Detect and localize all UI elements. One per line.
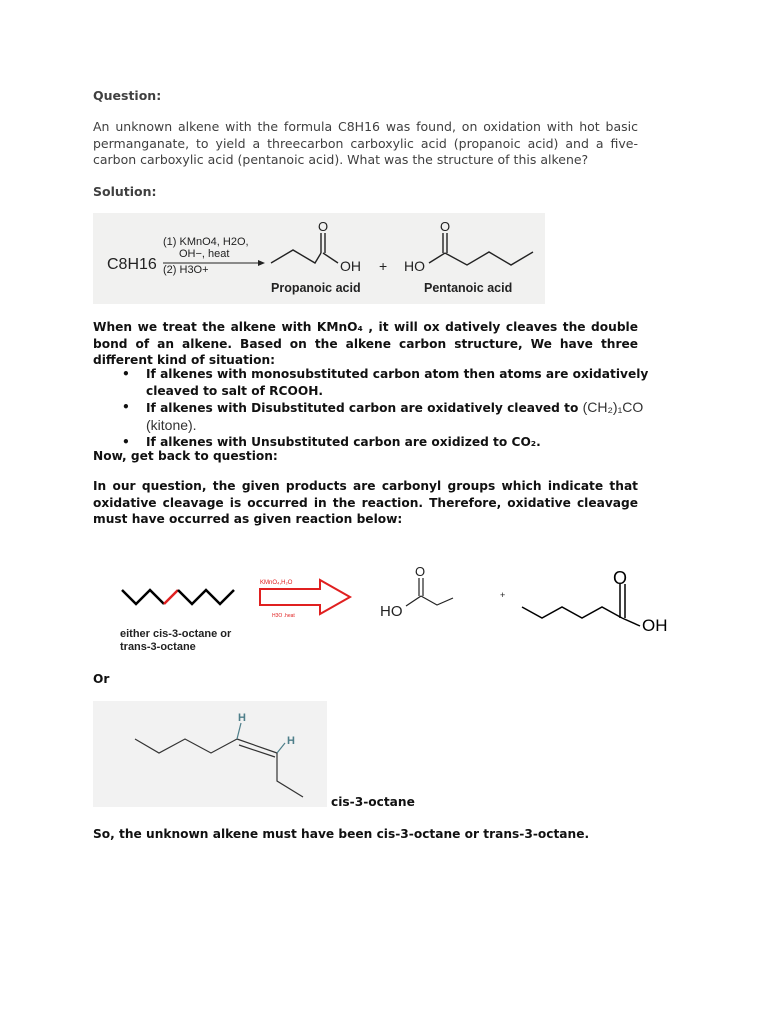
question-text: An unknown alkene with the formula C8H16 was found, on oxidation with hot basic permanganate, to yield a threecarbon carboxylic acid (propanoic acid) and a five-carbon carboxylic acid (pentanoic acid). What was the structure of this alkene? bbox=[93, 119, 638, 167]
bullet-icon: • bbox=[122, 435, 130, 449]
pentanoic-ho-label: HO bbox=[404, 258, 425, 274]
pentanoic-ho-bond bbox=[429, 253, 445, 263]
pentanoic-name: Pentanoic acid bbox=[424, 281, 513, 295]
bullet-icon: • bbox=[122, 367, 130, 381]
h-label-2: H bbox=[287, 735, 295, 747]
reagent-line-2: (2) H3O+ bbox=[163, 264, 209, 276]
h-label-1: H bbox=[238, 712, 246, 724]
list-item: • If alkenes with Disubstituted carbon are oxidatively cleaved to (CH₂)₁CO (kitone). bbox=[122, 399, 644, 433]
alkene-right-chain bbox=[178, 590, 234, 604]
explanation-intro: When we treat the alkene with KMnO₄ , it will ox datively cleaves the double bond of an alkene. Based on the alkene carbon structure, We have three different kind of situation: bbox=[93, 320, 638, 367]
cis-structure-svg bbox=[93, 701, 327, 807]
propanoic-oxygen: O bbox=[318, 219, 329, 234]
right-product-chain bbox=[522, 607, 622, 618]
alkene-double-bond bbox=[164, 590, 178, 604]
alkene-left-chain bbox=[122, 590, 164, 604]
list-item: • If alkenes with Unsubstituted carbon are oxidized to CO₂. bbox=[122, 435, 541, 449]
right-product-oh-bond bbox=[622, 618, 640, 626]
cis-structure-figure bbox=[93, 701, 327, 807]
conclusion-text: So, the unknown alkene must have been cis-3-octane or trans-3-octane. bbox=[93, 827, 590, 841]
kitone-formula: (CH₂)₁CO (kitone). bbox=[146, 399, 644, 433]
propanoic-oh-bond bbox=[323, 253, 338, 263]
list-item: • If alkenes with monosubstituted carbon atom then atoms are oxidatively cleaved to salt of RCOOH. bbox=[122, 367, 649, 398]
scheme-plus: + bbox=[379, 258, 388, 274]
pentanoic-oxygen: O bbox=[440, 219, 451, 234]
cleavage-reaction-svg bbox=[110, 560, 690, 660]
left-product-oxygen: O bbox=[415, 564, 426, 579]
or-label: Or bbox=[93, 672, 110, 686]
back-text: In our question, the given products are carbonyl groups which indicate that oxidative cleavage is occurred in the reaction. Therefore, oxidative cleavage must have occurred as given reaction below: bbox=[93, 479, 638, 526]
chain-right bbox=[277, 753, 303, 797]
left-product-ho: HO bbox=[380, 603, 403, 620]
pentanoic-skeleton bbox=[445, 252, 533, 265]
question-heading: Question: bbox=[93, 88, 162, 103]
situation-list bbox=[122, 366, 682, 451]
reactant-label: C8H16 bbox=[107, 256, 157, 273]
caption-line-2: trans-3-octane bbox=[120, 641, 196, 653]
h-bond-2 bbox=[277, 743, 285, 753]
h-bond-1 bbox=[237, 723, 241, 739]
propanoic-skeleton bbox=[271, 250, 321, 263]
left-product-chain bbox=[421, 596, 453, 605]
reagent-line-1: (1) KMnO4, H2O, bbox=[163, 236, 249, 248]
left-product-ho-bond bbox=[406, 596, 421, 606]
cis-caption: cis-3-octane bbox=[331, 795, 415, 809]
propanoic-name: Propanoic acid bbox=[271, 281, 361, 295]
right-product-oh: OH bbox=[642, 616, 668, 635]
reagent-line-1b: OH−, heat bbox=[179, 248, 230, 260]
caption-line-1: either cis-3-octane or bbox=[120, 628, 232, 640]
reaction-arrow-head bbox=[258, 260, 265, 266]
reaction-scheme-svg bbox=[93, 213, 545, 304]
arrow-top-label: KMnO₄,H₂O bbox=[260, 580, 293, 586]
right-product-oxygen: O bbox=[613, 568, 628, 588]
propanoic-oh-label: OH bbox=[340, 258, 361, 274]
bullet-icon: • bbox=[122, 400, 130, 414]
arrow-bottom-label: H3O .heat bbox=[272, 613, 295, 619]
back-heading: Now, get back to question: bbox=[93, 449, 278, 463]
reaction-scheme-figure bbox=[93, 213, 545, 304]
chain-left bbox=[135, 739, 237, 753]
solution-heading: Solution: bbox=[93, 184, 157, 199]
reaction2-plus: + bbox=[500, 590, 506, 600]
